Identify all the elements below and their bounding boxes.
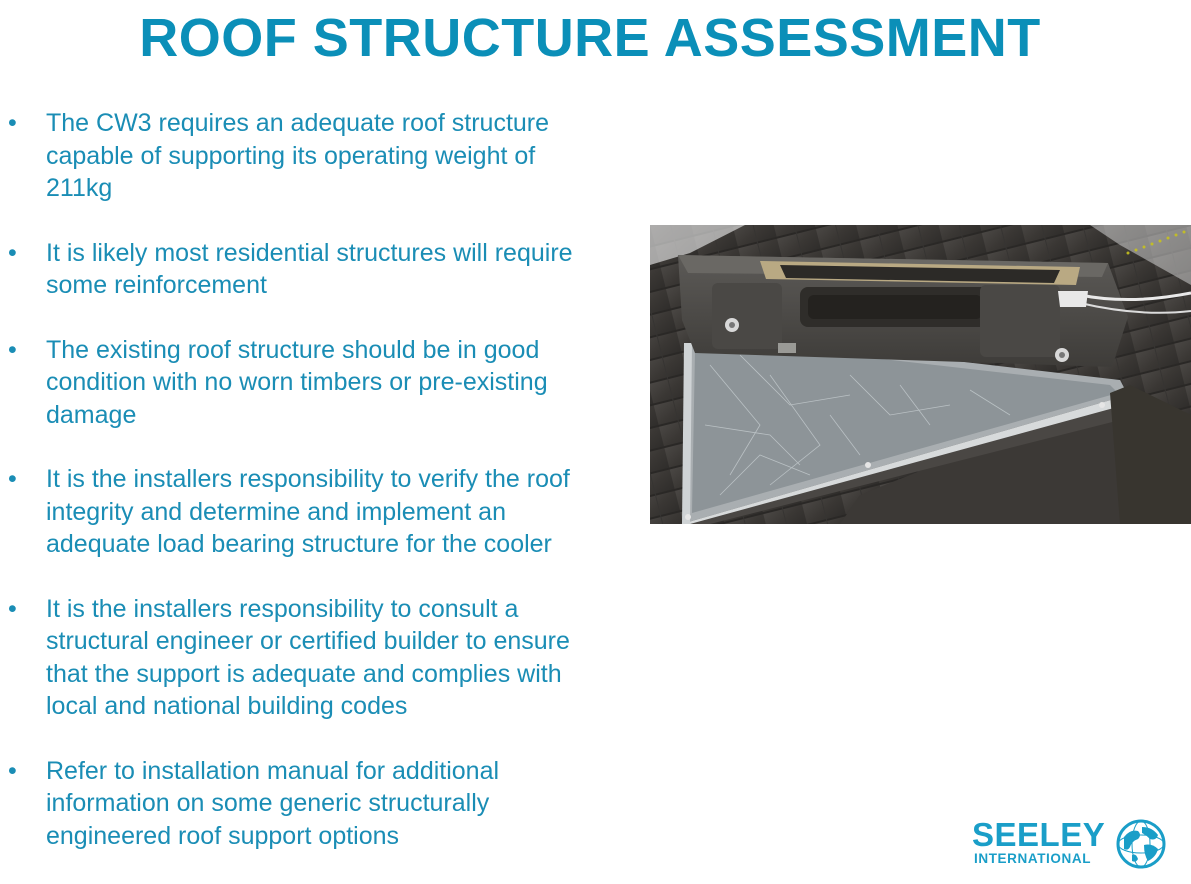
logo-brand: SEELEY — [972, 816, 1106, 853]
bullet-line: engineered roof support options — [46, 821, 400, 850]
bullet-item — [0, 237, 640, 302]
bullet-item — [0, 463, 640, 561]
bullet-line: The existing roof structure should be in good — [46, 335, 540, 364]
bullet-line: information on some generic structurally — [46, 789, 490, 817]
bullet-line: It is likely most residential structures will require — [46, 238, 573, 267]
bullet-line: integrity and determine and implement an — [46, 497, 506, 526]
seeley-logo — [972, 818, 1170, 870]
bullet-marker: • — [8, 109, 17, 137]
bullet-line: capable of supporting its operating weight of — [46, 141, 536, 170]
bullet-line: local and national building codes — [46, 692, 408, 720]
bullet-marker: • — [8, 238, 17, 267]
bullet-line: It is the installers responsibility to verify the roof — [46, 465, 570, 493]
bullet-list — [0, 107, 640, 884]
bullet-item — [0, 107, 640, 205]
bullet-line: 211kg — [46, 174, 113, 202]
globe-icon — [1116, 819, 1166, 869]
bullet-line: adequate load bearing structure for the cooler — [46, 530, 552, 558]
bullet-line: The CW3 requires an adequate roof structure — [46, 109, 550, 137]
bullet-line: damage — [46, 400, 137, 429]
bullet-marker: • — [8, 756, 17, 785]
bullet-line: condition with no worn timbers or pre-existing — [46, 368, 548, 396]
bullet-line: some reinforcement — [46, 271, 267, 299]
bullet-line: It is the installers responsibility to consult a — [46, 594, 519, 623]
slide-title: ROOF STRUCTURE ASSESSMENT — [139, 8, 1041, 68]
bullet-line: that the support is adequate and complies with — [46, 659, 562, 688]
roof-photo-illustration — [650, 225, 1191, 524]
roof-cooler-photo — [650, 225, 1191, 524]
bullet-line: Refer to installation manual for additional — [46, 756, 500, 785]
bullet-item — [0, 334, 640, 432]
bullet-item — [0, 755, 640, 853]
bullet-item — [0, 593, 640, 723]
bullet-marker: • — [8, 594, 17, 623]
bullet-marker: • — [8, 465, 17, 493]
bullet-marker: • — [8, 335, 17, 364]
logo-subtitle: INTERNATIONAL — [974, 851, 1092, 866]
bullet-line: structural engineer or certified builder to ensure — [46, 627, 570, 655]
